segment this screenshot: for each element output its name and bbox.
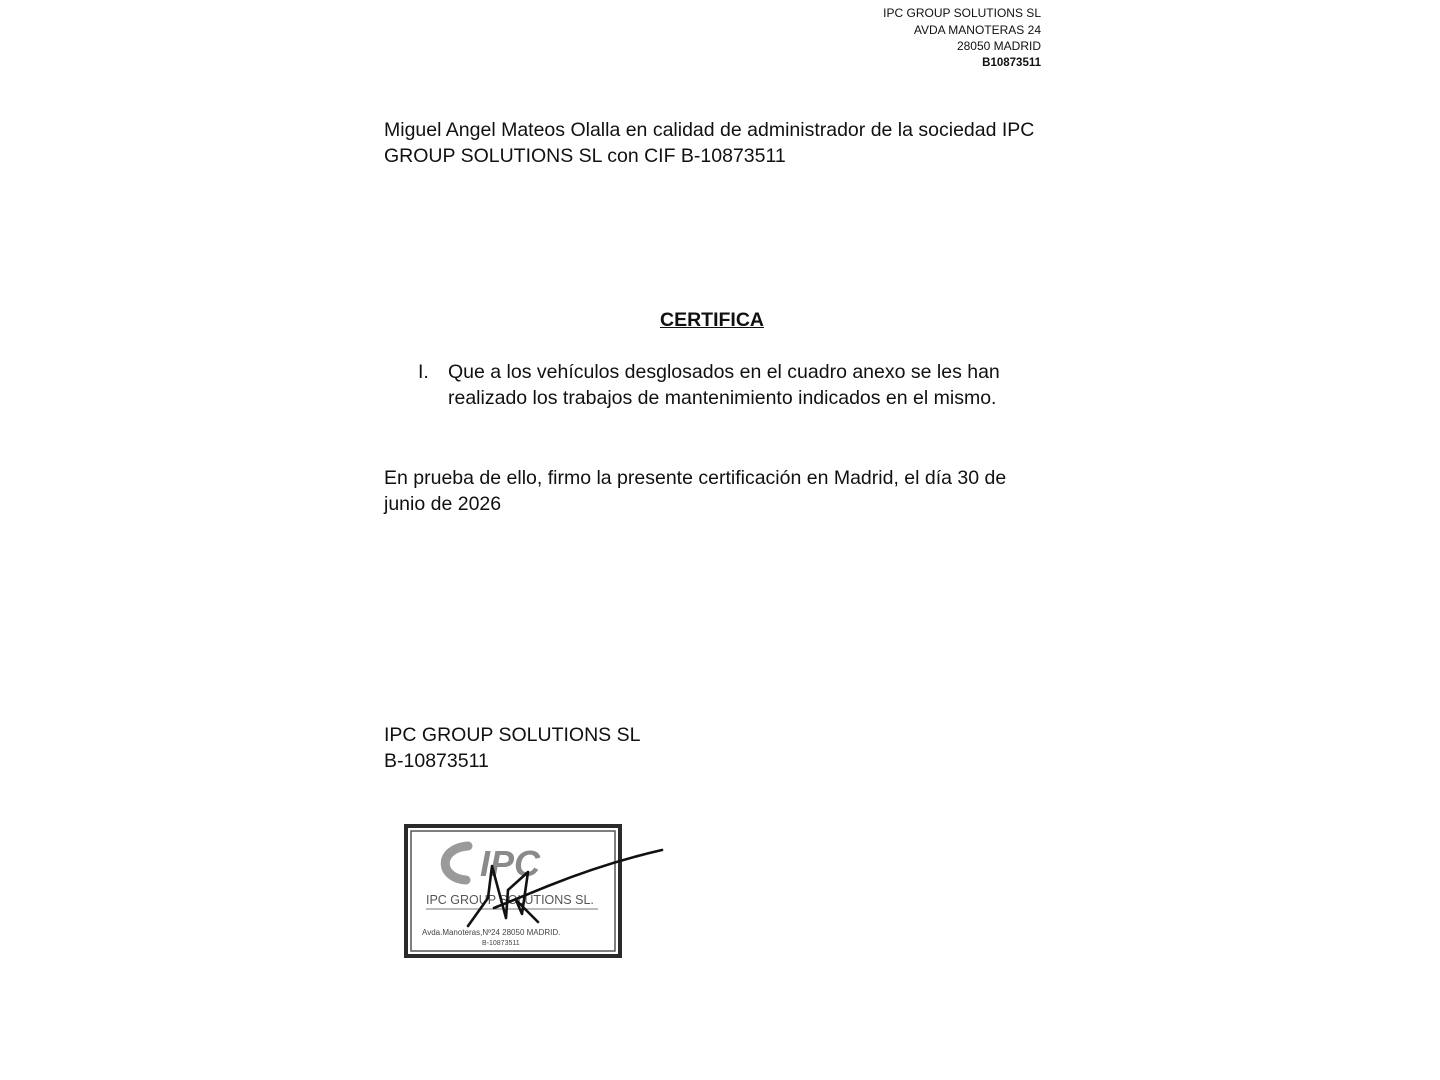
signature-block <box>384 722 1048 774</box>
stamp-address: Avda.Manoteras,Nº24 28050 MADRID. <box>422 928 561 937</box>
logo-swoosh-icon <box>445 846 468 880</box>
list-item <box>418 359 1038 411</box>
closing-paragraph: En prueba de ello, firmo la presente certificación en Madrid, el día 30 de junio de 2026 <box>384 467 1007 515</box>
letterhead-cif: B10873511 <box>982 56 1041 69</box>
stamp-logo: IPC <box>480 843 541 884</box>
stamp-cif: B-10873511 <box>482 940 520 947</box>
letterhead-city: 28050 MADRID <box>956 39 1041 53</box>
list-item-number: I. <box>418 361 429 383</box>
signature-company: IPC GROUP SOLUTIONS SL <box>384 724 641 746</box>
stamp-company: IPC GROUP SOLUTIONS SL. <box>426 893 594 907</box>
certifica-heading: CERTIFICA <box>660 309 764 331</box>
company-stamp <box>398 818 668 966</box>
intro-paragraph: Miguel Angel Mateos Olalla en calidad de administrador de la sociedad IPC GROUP SOLUTIONS SL con CIF B-10873511 <box>384 119 1035 167</box>
letterhead <box>883 5 1041 71</box>
letterhead-company: IPC GROUP SOLUTIONS SL <box>883 6 1041 20</box>
signature-cif: B-10873511 <box>384 750 489 772</box>
list-item-text: Que a los vehículos desglosados en el cuadro anexo se les han realizado los trabajos de mantenimiento indicados en el mismo. <box>448 361 1000 409</box>
letterhead-address: AVDA MANOTERAS 24 <box>913 22 1041 37</box>
stamp-with-signature <box>398 818 668 966</box>
